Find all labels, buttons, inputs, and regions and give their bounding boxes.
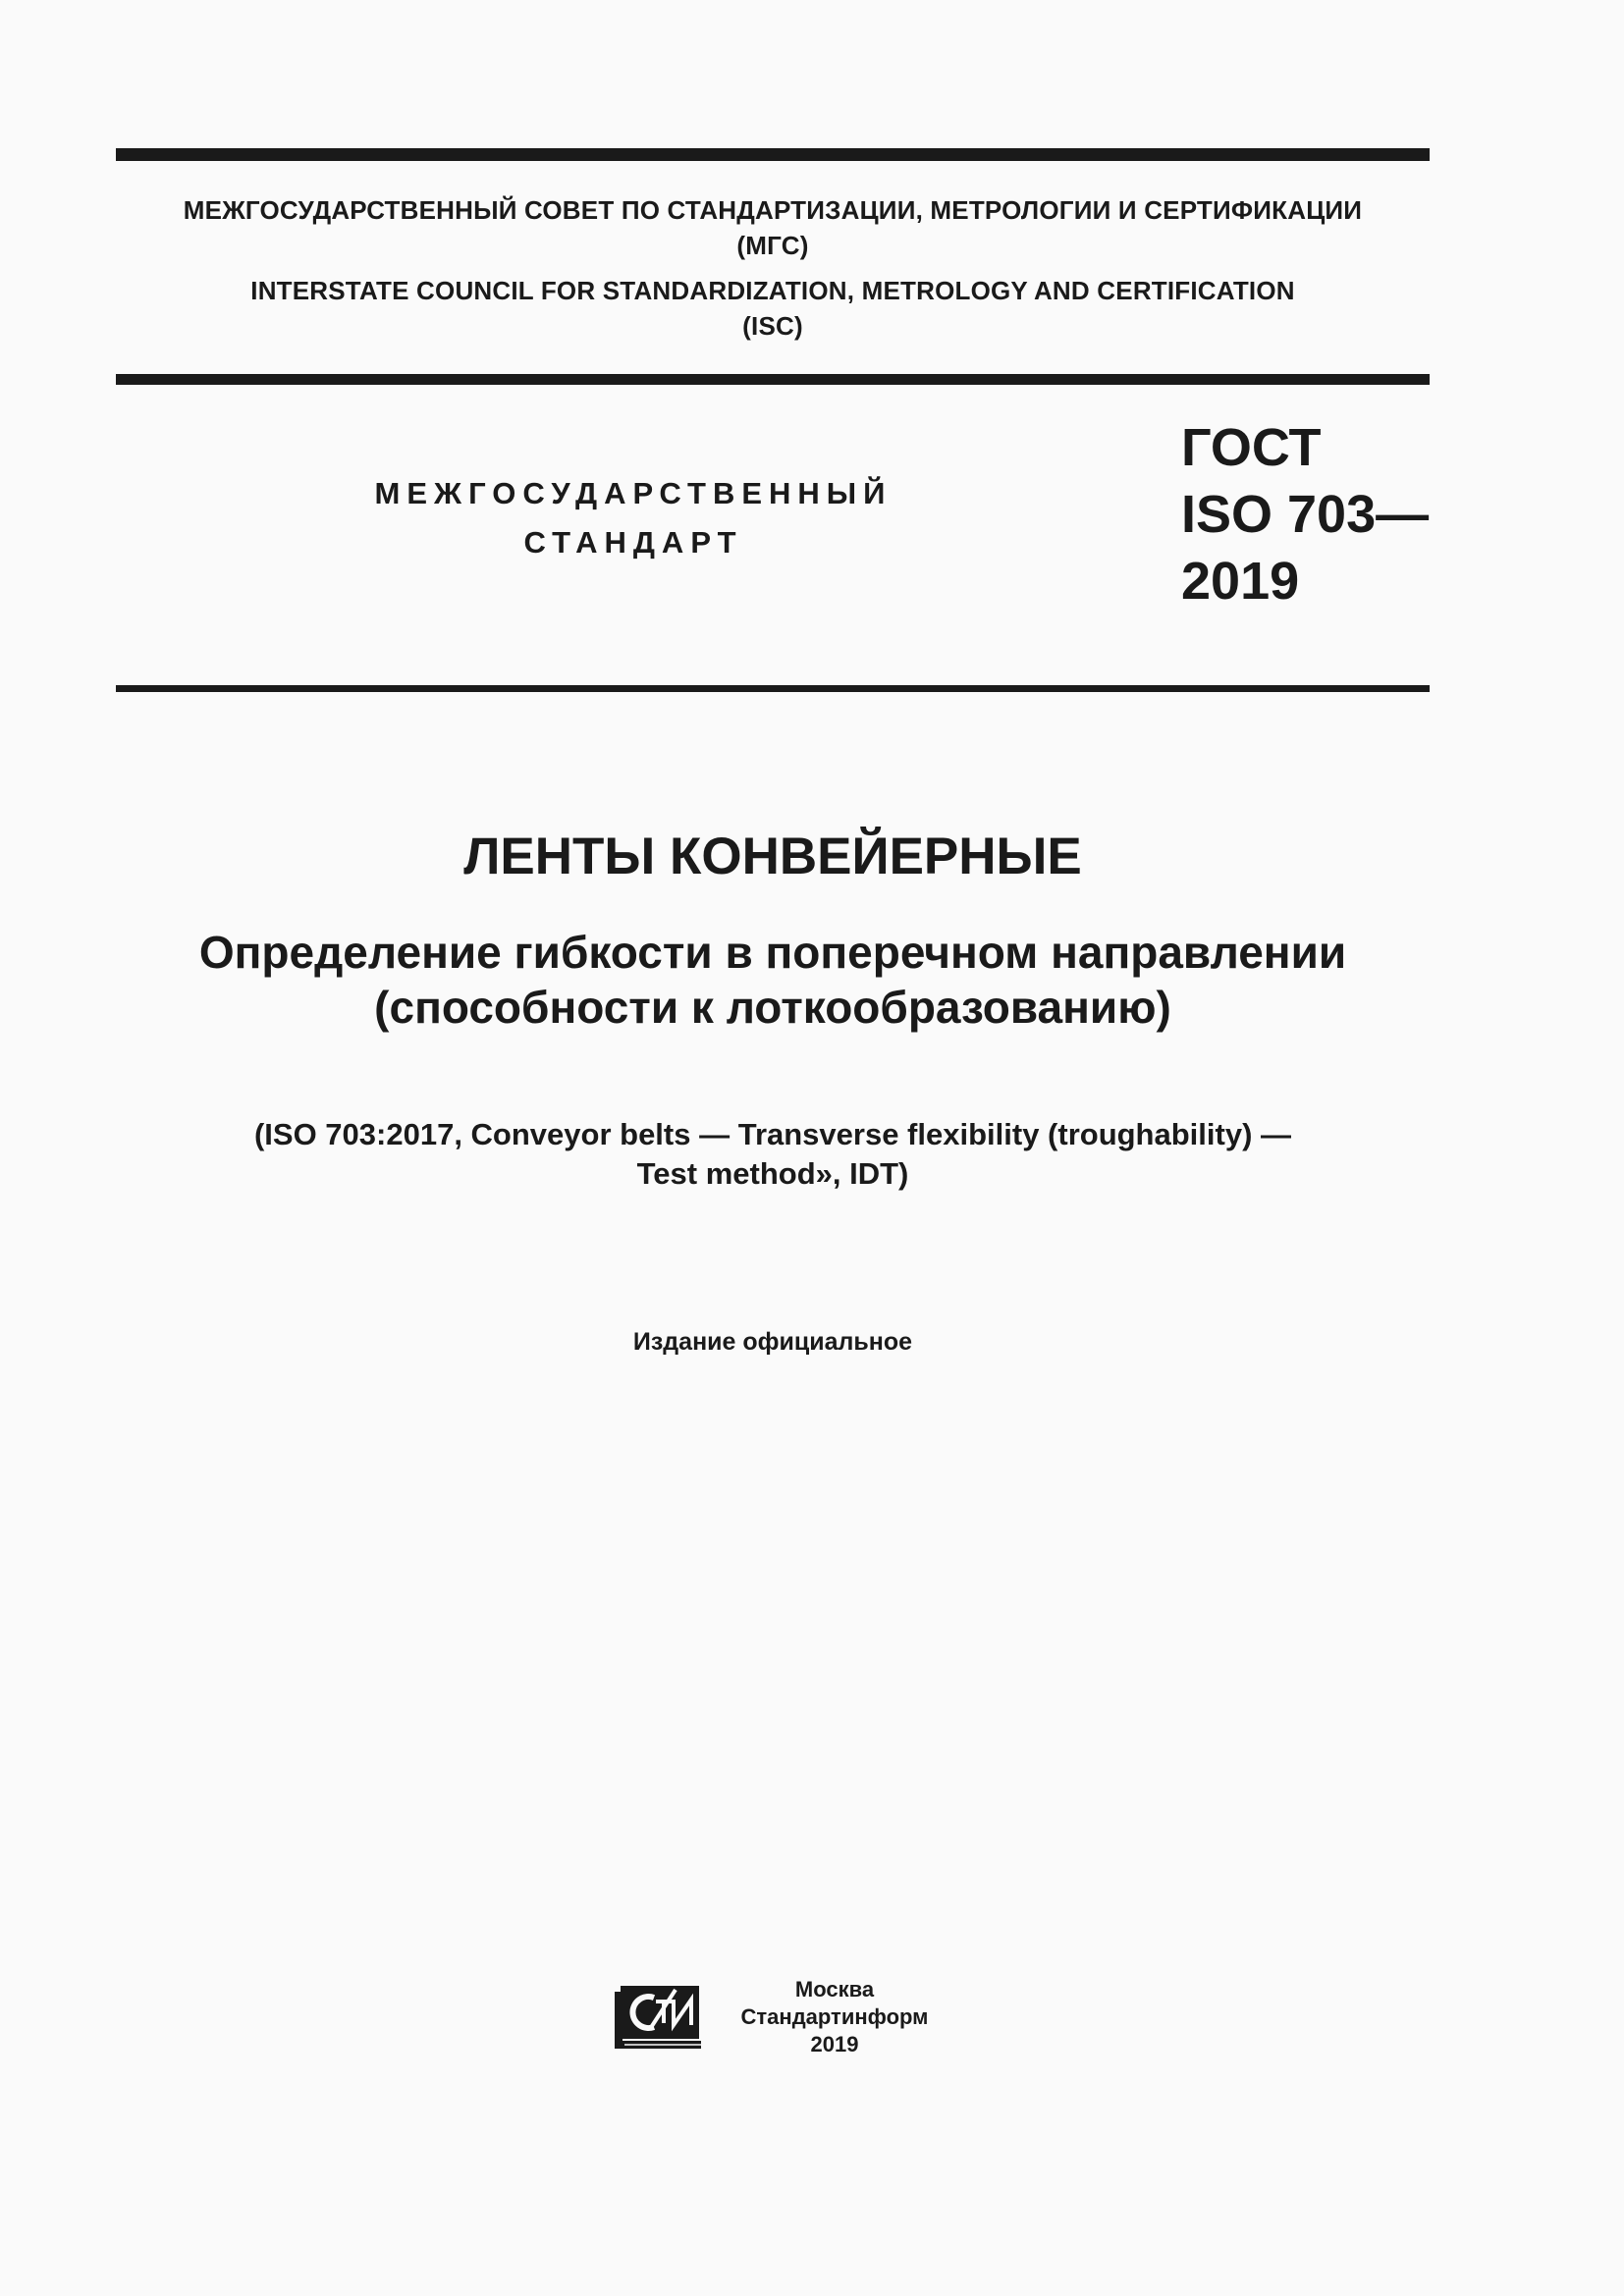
standartinform-logo-icon: [611, 1980, 705, 2053]
standard-type: [295, 469, 972, 567]
council-header: [116, 192, 1430, 344]
council-name-en: INTERSTATE COUNCIL FOR STANDARDIZATION, METROLOGY AND CERTIFICATION: [250, 276, 1295, 305]
standard-type-line1: МЕЖГОСУДАРСТВЕННЫЙ: [374, 476, 893, 510]
bottom-rule: [116, 685, 1430, 692]
council-abbr-ru: (МГС): [736, 231, 809, 260]
subtitle-line2: (способности к лоткообразованию): [374, 982, 1171, 1033]
middle-rule: [116, 374, 1430, 385]
iso-reference: [116, 1115, 1430, 1194]
subtitle-line1: Определение гибкости в поперечном направлении: [198, 927, 1347, 978]
standard-designation: [1181, 414, 1429, 614]
designation-line1: ГОСТ: [1181, 418, 1322, 477]
document-title: ЛЕНТЫ КОНВЕЙЕРНЫЕ: [463, 828, 1082, 885]
designation-line2: ISO 703—: [1181, 485, 1430, 544]
council-name-ru: МЕЖГОСУДАРСТВЕННЫЙ СОВЕТ ПО СТАНДАРТИЗАЦИИ, МЕТРОЛОГИИ И СЕРТИФИКАЦИИ: [183, 195, 1363, 225]
standard-type-line2: СТАНДАРТ: [523, 525, 743, 560]
document-subtitle: [116, 925, 1430, 1035]
edition-label: Издание официальное: [632, 1328, 913, 1356]
council-abbr-en: (ISC): [742, 311, 803, 341]
iso-reference-line1: (ISO 703:2017, Conveyor belts — Transverse flexibility (troughability) —: [253, 1117, 1292, 1151]
iso-reference-line2: Test method», IDT): [636, 1156, 909, 1191]
designation-line3: 2019: [1181, 552, 1300, 611]
publisher-year: 2019: [810, 2032, 859, 2056]
top-rule: [116, 148, 1430, 161]
publisher-block: [727, 1976, 943, 2058]
publisher-city: Москва: [794, 1977, 875, 2002]
publisher-name: Стандартинформ: [740, 2004, 929, 2029]
